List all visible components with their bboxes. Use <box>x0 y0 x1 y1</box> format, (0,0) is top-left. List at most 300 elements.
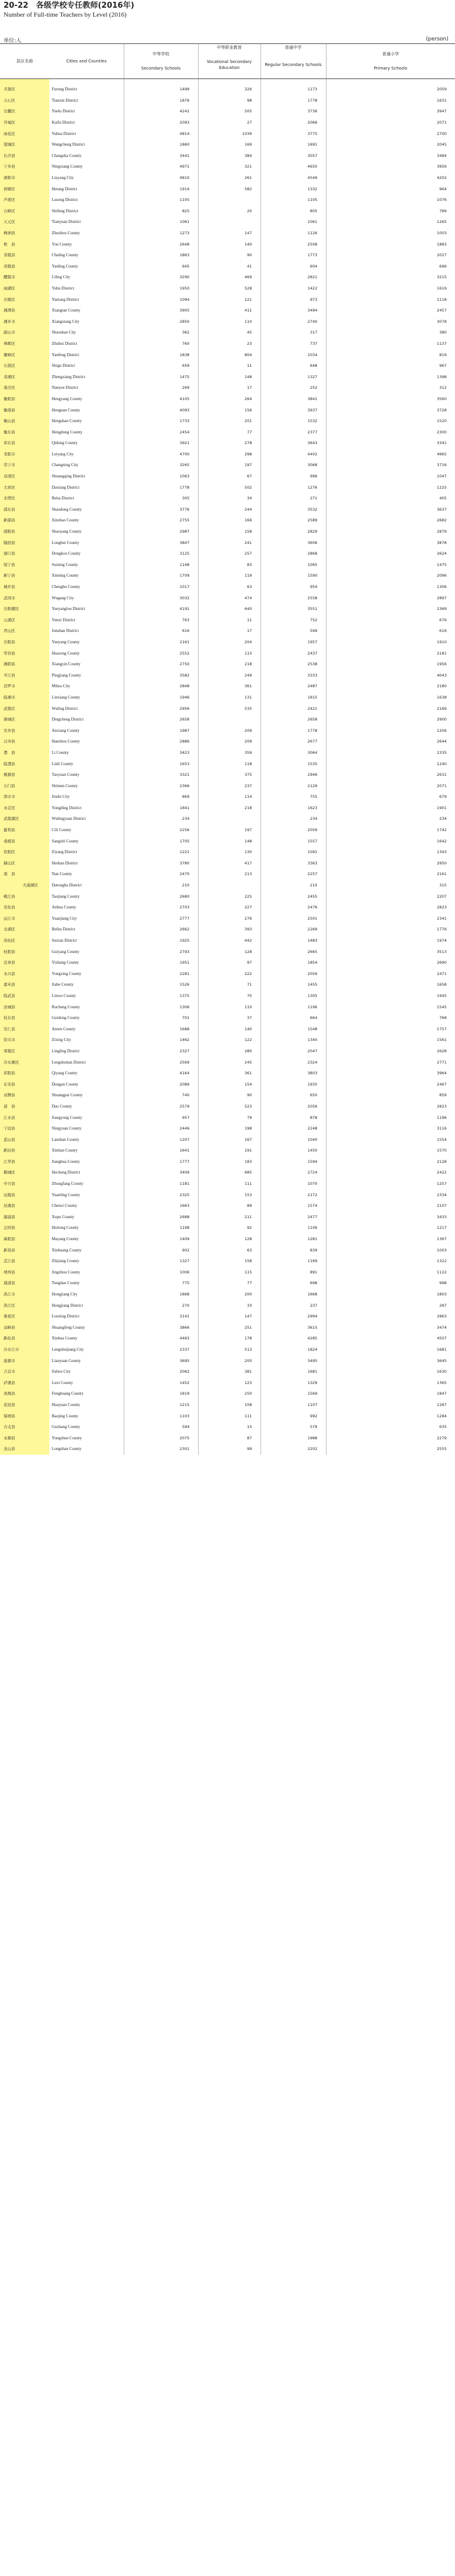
county-name-en: Yuetang District <box>52 297 79 302</box>
vocational-education-value: 131 <box>198 692 261 703</box>
county-name-cn: 古丈县 <box>0 1421 49 1433</box>
vocational-education-value: 359 <box>198 747 261 759</box>
table-row <box>0 1178 455 1190</box>
table-row <box>0 1388 455 1399</box>
county-name-cn: 雨湖区 <box>0 283 49 294</box>
secondary-schools-value: 2648 <box>124 238 198 250</box>
regular-secondary-value: 1126 <box>261 228 326 239</box>
vocational-education-value: 201 <box>198 416 261 427</box>
secondary-schools-value: 305 <box>124 493 198 504</box>
table-row <box>0 482 455 493</box>
county-name-en: Jingzhou County <box>52 1269 80 1275</box>
county-name-en: Furong District <box>52 87 77 92</box>
vocational-education-value: 361 <box>198 1068 261 1079</box>
primary-schools-value: 2334 <box>326 1189 455 1200</box>
vocational-education-value: 183 <box>198 1156 261 1168</box>
table-row <box>0 1200 455 1212</box>
unit-label-cn: 单位:人 <box>4 38 22 44</box>
primary-schools-value: 3964 <box>326 1068 455 1079</box>
table-row <box>0 1222 455 1234</box>
table-row <box>0 382 455 394</box>
secondary-schools-value: 1914 <box>124 183 198 194</box>
table-row <box>0 1078 455 1090</box>
primary-schools-value: 2180 <box>326 681 455 692</box>
county-name-en: Chengbu County <box>52 584 80 590</box>
county-name-en: Linxiang County <box>52 694 80 700</box>
regular-secondary-value: 973 <box>261 294 326 305</box>
regular-secondary-value: 755 <box>261 791 326 803</box>
table-row <box>0 1112 455 1123</box>
primary-schools-value: 1619 <box>326 283 455 294</box>
county-name-en: Lingling District <box>52 1048 80 1053</box>
county-name-cn: 大祥区 <box>0 482 49 493</box>
secondary-schools-value: 4105 <box>124 394 198 405</box>
county-name-en: Taoyuan County <box>52 772 80 778</box>
secondary-schools-value: 616 <box>124 625 198 637</box>
county-name-cn: 常宁市 <box>0 460 49 471</box>
regular-secondary-value: 1778 <box>261 725 326 736</box>
primary-schools-value: 1681 <box>326 1344 455 1355</box>
county-name-cn: 宁乡县 <box>0 161 49 172</box>
table-row <box>0 703 455 714</box>
county-name-en: Cili County <box>52 828 71 833</box>
vocational-education-value: 513 <box>198 1344 261 1355</box>
secondary-schools-value: 763 <box>124 615 198 626</box>
county-name-en: Jianghua County <box>52 1159 80 1164</box>
vocational-education-value: 111 <box>198 1410 261 1421</box>
vocational-education-value: 140 <box>198 238 261 250</box>
vocational-education-value: 77 <box>198 426 261 438</box>
primary-schools-value: 1306 <box>326 581 455 593</box>
vocational-education-value: 218 <box>198 803 261 814</box>
secondary-schools-value: 234 <box>124 813 198 825</box>
primary-schools-value: 2169 <box>326 703 455 714</box>
table-row <box>0 106 455 117</box>
primary-schools-value: 2369 <box>326 603 455 615</box>
primary-schools-value: 3637 <box>326 504 455 515</box>
primary-schools-value: 2071 <box>326 117 455 128</box>
vocational-education-value: 45 <box>198 327 261 338</box>
county-name-cn: 鹤城区 <box>0 1167 49 1178</box>
secondary-schools-value: 1876 <box>124 95 198 106</box>
col-header-regular-en: Regular Secondary Schools <box>261 51 326 79</box>
county-name-en: Shigu District <box>52 363 76 369</box>
county-name-cn: 宜章县 <box>0 957 49 968</box>
vocational-education-value: 502 <box>198 482 261 493</box>
primary-schools-value: 3560 <box>326 394 455 405</box>
primary-schools-value: 3215 <box>326 272 455 283</box>
county-name-cn: 长沙县 <box>0 150 49 162</box>
table-row <box>0 692 455 703</box>
regular-secondary-value: 1065 <box>261 559 326 571</box>
county-name-en: Dingcheng District <box>52 717 84 722</box>
table-row <box>0 714 455 725</box>
vocational-education-value: 111 <box>198 1178 261 1190</box>
table-row <box>0 1377 455 1388</box>
vocational-education-value: 108 <box>198 1399 261 1411</box>
secondary-schools-value: 1409 <box>124 1234 198 1245</box>
county-name-en: Beihu District <box>52 927 76 932</box>
county-name-cn: 南 县 <box>0 869 49 880</box>
table-row <box>0 128 455 139</box>
primary-schools-value: 1956 <box>326 659 455 670</box>
primary-schools-value: 2457 <box>326 305 455 316</box>
county-name-cn: 新田县 <box>0 1145 49 1156</box>
regular-secondary-value: 1327 <box>261 371 326 382</box>
county-name-cn: 麻阳县 <box>0 1234 49 1245</box>
table-row <box>0 957 455 968</box>
secondary-schools-value: 1819 <box>124 1388 198 1399</box>
primary-schools-value: 3341 <box>326 438 455 449</box>
county-name-cn: 北塔区 <box>0 493 49 504</box>
county-name-en: Taojiang County <box>52 894 80 899</box>
regular-secondary-value: 2829 <box>261 526 326 537</box>
regular-secondary-value: 3057 <box>261 150 326 162</box>
table-row <box>0 327 455 338</box>
table-row <box>0 913 455 924</box>
regular-secondary-value: 3615 <box>261 1322 326 1333</box>
secondary-schools-value: 2569 <box>124 1056 198 1068</box>
primary-schools-value: 1225 <box>326 482 455 493</box>
county-name-cn: 湘潭县 <box>0 305 49 316</box>
vocational-education-value <box>198 880 261 891</box>
regular-secondary-value: 2740 <box>261 316 326 327</box>
table-row <box>0 416 455 427</box>
county-name-en: Wuling District <box>52 706 78 711</box>
primary-schools-value: 2045 <box>326 139 455 150</box>
secondary-schools-value: 1061 <box>124 216 198 228</box>
table-row <box>0 139 455 150</box>
county-name-en: Chenxi County <box>52 1203 77 1209</box>
county-name-en: Lengshuitan District <box>52 1059 86 1065</box>
regular-secondary-value: 1105 <box>261 194 326 206</box>
county-name-cn: 开福区 <box>0 117 49 128</box>
county-name-en: Miluo City <box>52 684 70 689</box>
secondary-schools-value: 2680 <box>124 891 198 902</box>
table-row <box>0 979 455 990</box>
county-name-en: Heshan District <box>52 860 78 866</box>
vocational-education-value: 90 <box>198 1090 261 1101</box>
regular-secondary-value: 2677 <box>261 736 326 747</box>
vocational-education-value: 535 <box>198 703 261 714</box>
regular-secondary-value: 2248 <box>261 1123 326 1134</box>
table-row <box>0 194 455 206</box>
secondary-schools-value: 1006 <box>124 1267 198 1278</box>
table-row <box>0 736 455 747</box>
county-name-en: Lianyuan County <box>52 1358 81 1363</box>
county-name-en: Ningxiang County <box>52 164 83 169</box>
regular-secondary-value: 2047 <box>261 1046 326 1057</box>
secondary-schools-value: 869 <box>124 791 198 803</box>
county-name-en: Zhongfang County <box>52 1181 84 1187</box>
county-name-cn: 桑植县 <box>0 835 49 847</box>
secondary-schools-value: 1950 <box>124 283 198 294</box>
county-name-cn: 蓝山县 <box>0 1134 49 1145</box>
county-name-cn: 慈利县 <box>0 825 49 836</box>
primary-schools-value: 2682 <box>326 515 455 526</box>
county-name-en: Longshan County <box>52 1446 81 1452</box>
regular-secondary-value: 2589 <box>261 515 326 526</box>
primary-schools-value: 2161 <box>326 869 455 880</box>
county-name-en: Xinhua County <box>52 1336 77 1341</box>
county-name-en: Wugang City <box>52 595 74 600</box>
secondary-schools-value: 1103 <box>124 1410 198 1421</box>
table-row <box>0 460 455 471</box>
table-row <box>0 1289 455 1300</box>
county-name-en: Yuhu District <box>52 285 74 291</box>
primary-schools-value: 1047 <box>326 471 455 482</box>
regular-secondary-value: 2508 <box>261 238 326 250</box>
primary-schools-value: 2879 <box>326 526 455 537</box>
table-row <box>0 1034 455 1046</box>
table-row <box>0 581 455 593</box>
secondary-schools-value: 1475 <box>124 371 198 382</box>
secondary-schools-value: 1198 <box>124 1222 198 1234</box>
regular-secondary-value: 1535 <box>261 758 326 769</box>
secondary-schools-value: 594 <box>124 1421 198 1433</box>
primary-schools-value: 1658 <box>326 979 455 990</box>
regular-secondary-value: 2129 <box>261 780 326 791</box>
secondary-schools-value: 1663 <box>124 1200 198 1212</box>
table-row <box>0 615 455 626</box>
secondary-schools-value: 1017 <box>124 581 198 593</box>
regular-secondary-value: 4285 <box>261 1333 326 1344</box>
vocational-education-value: 276 <box>198 913 261 924</box>
table-row <box>0 1421 455 1433</box>
vocational-education-value: 326 <box>198 84 261 95</box>
table-row <box>0 84 455 95</box>
vocational-education-value: 237 <box>198 780 261 791</box>
primary-schools-value: 676 <box>326 615 455 626</box>
teachers-table <box>0 43 455 1455</box>
county-name-cn: 岳麓区 <box>0 106 49 117</box>
table-row <box>0 1432 455 1443</box>
table-row <box>0 924 455 935</box>
regular-secondary-value: 2172 <box>261 1189 326 1200</box>
county-name-cn: 资兴市 <box>0 1034 49 1046</box>
primary-schools-value: 679 <box>326 791 455 803</box>
secondary-schools-value: 2688 <box>124 1212 198 1223</box>
primary-schools-value: 234 <box>326 813 455 825</box>
secondary-schools-value: 2075 <box>124 1432 198 1443</box>
county-name-cn: 辰溪县 <box>0 1200 49 1212</box>
secondary-schools-value: 2256 <box>124 825 198 836</box>
vocational-education-value: 154 <box>198 1078 261 1090</box>
primary-schools-value: 2096 <box>326 570 455 581</box>
county-name-cn: 南岳区 <box>0 382 49 394</box>
primary-schools-value: 2027 <box>326 250 455 261</box>
secondary-schools-value: 902 <box>124 1244 198 1256</box>
primary-schools-value: 819 <box>326 349 455 360</box>
regular-secondary-value: 2257 <box>261 869 326 880</box>
primary-schools-value: 1475 <box>326 559 455 571</box>
regular-secondary-value: 891 <box>261 1267 326 1278</box>
county-name-en: Hengdong County <box>52 429 83 435</box>
county-name-en: Yueyang County <box>52 639 80 644</box>
county-name-en: Shaoyang County <box>52 529 81 534</box>
secondary-schools-value: 1709 <box>124 570 198 581</box>
regular-secondary-value: 1815 <box>261 692 326 703</box>
table-row <box>0 150 455 162</box>
primary-schools-value: 3716 <box>326 460 455 471</box>
county-name-en: Jiahe County <box>52 982 74 987</box>
vocational-education-value: 67 <box>198 471 261 482</box>
primary-schools-value: 1137 <box>326 338 455 350</box>
secondary-schools-value: 1688 <box>124 1023 198 1034</box>
regular-secondary-value: 1340 <box>261 1034 326 1046</box>
primary-schools-value: 4043 <box>326 669 455 681</box>
county-name-en: Changsha County <box>52 153 81 158</box>
primary-schools-value: 1118 <box>326 294 455 305</box>
secondary-schools-value: 2062 <box>124 1366 198 1377</box>
county-name-en: Wangcheng District <box>52 142 85 147</box>
table-row <box>0 1212 455 1223</box>
vocational-education-value: 98 <box>198 95 261 106</box>
county-name-cn: 双牌县 <box>0 1090 49 1101</box>
primary-schools-value: 3078 <box>326 316 455 327</box>
county-name-en: Hetang District <box>52 186 77 191</box>
regular-secondary-value: 3803 <box>261 1068 326 1079</box>
table-header <box>4 1 450 19</box>
county-name-cn: 苏仙区 <box>0 935 49 946</box>
primary-schools-value: 998 <box>326 1278 455 1289</box>
county-name-cn: 芦淞区 <box>0 194 49 206</box>
primary-schools-value: 2335 <box>326 747 455 759</box>
table-title-en: Number of Full-time Teachers by Level (2016) <box>4 11 127 18</box>
county-name-en: Xinshao County <box>52 518 79 523</box>
secondary-schools-value: 210 <box>124 880 198 891</box>
regular-secondary-value: 698 <box>261 1278 326 1289</box>
county-name-cn: 邵阳县 <box>0 526 49 537</box>
county-name-cn: 天元区 <box>0 216 49 228</box>
vocational-education-value: 83 <box>198 559 261 571</box>
county-name-cn: 新邵县 <box>0 515 49 526</box>
secondary-schools-value: 4191 <box>124 603 198 615</box>
vocational-education-value: 249 <box>198 669 261 681</box>
primary-schools-value: 1003 <box>326 1244 455 1256</box>
col-header-county-en: Cities and Counties <box>49 44 124 79</box>
regular-secondary-value: 1455 <box>261 979 326 990</box>
vocational-education-value: 280 <box>198 1046 261 1057</box>
regular-secondary-value: 1422 <box>261 283 326 294</box>
secondary-schools-value: 1641 <box>124 1145 198 1156</box>
county-name-cn: 华容县 <box>0 647 49 659</box>
vocational-education-value: 79 <box>198 1112 261 1123</box>
secondary-schools-value: 2089 <box>124 1078 198 1090</box>
vocational-education-value: 11 <box>198 360 261 372</box>
vocational-education-value: 89 <box>198 1200 261 1212</box>
secondary-schools-value: 1863 <box>124 250 198 261</box>
secondary-schools-value: 1778 <box>124 482 198 493</box>
county-name-en: Luxi County <box>52 1380 73 1385</box>
secondary-schools-value: 2658 <box>124 714 198 725</box>
vocational-education-value: 361 <box>198 681 261 692</box>
secondary-schools-value: 2850 <box>124 316 198 327</box>
table-row <box>0 835 455 847</box>
secondary-schools-value: 1215 <box>124 1399 198 1411</box>
vocational-education-value: 213 <box>198 869 261 880</box>
table-row <box>0 869 455 880</box>
county-name-en: Hengnan County <box>52 407 80 413</box>
primary-schools-value: 789 <box>326 206 455 217</box>
primary-schools-value: 1545 <box>326 1001 455 1012</box>
county-name-cn: 攸 县 <box>0 238 49 250</box>
primary-schools-value: 967 <box>326 360 455 372</box>
primary-schools-value: 2071 <box>326 780 455 791</box>
regular-secondary-value: 317 <box>261 327 326 338</box>
county-name-cn: 湘乡市 <box>0 316 49 327</box>
table-row <box>0 1443 455 1455</box>
regular-secondary-value: 1107 <box>261 1399 326 1411</box>
primary-schools-value: 1003 <box>326 228 455 239</box>
vocational-education-value: 148 <box>198 371 261 382</box>
secondary-schools-value: 269 <box>124 382 198 394</box>
table-row <box>0 206 455 217</box>
table-row <box>0 1145 455 1156</box>
county-name-en: Huarong County <box>52 650 80 656</box>
county-name-cn: 临武县 <box>0 990 49 1002</box>
regular-secondary-value: 2946 <box>261 769 326 781</box>
secondary-schools-value: 4241 <box>124 106 198 117</box>
county-name-cn: 双清区 <box>0 471 49 482</box>
county-name-en: Xintian County <box>52 1148 78 1153</box>
table-row <box>0 758 455 769</box>
table-row <box>0 216 455 228</box>
vocational-education-value: 169 <box>198 139 261 150</box>
table-row <box>0 1311 455 1322</box>
regular-secondary-value: 664 <box>261 1012 326 1024</box>
county-name-cn: 泸溪县 <box>0 1377 49 1388</box>
vocational-education-value: 71 <box>198 979 261 990</box>
vocational-education-value: 27 <box>198 117 261 128</box>
primary-schools-value: 2823 <box>326 1101 455 1112</box>
regular-secondary-value: 1681 <box>261 1366 326 1377</box>
regular-secondary-value: 752 <box>261 615 326 626</box>
regular-secondary-value: 1196 <box>261 1001 326 1012</box>
county-name-cn: 洪江区 <box>0 1300 49 1311</box>
county-name-cn: 衡东县 <box>0 426 49 438</box>
vocational-education-value: 381 <box>198 1366 261 1377</box>
vocational-education-value: 17 <box>198 625 261 637</box>
vocational-education-value: 321 <box>198 161 261 172</box>
secondary-schools-value: 2325 <box>124 1189 198 1200</box>
table-row <box>0 438 455 449</box>
secondary-schools-value: 3866 <box>124 1322 198 1333</box>
vocational-education-value: 63 <box>198 1244 261 1256</box>
county-name-en: Shaoshan City <box>52 330 76 335</box>
vocational-education-value: 118 <box>198 758 261 769</box>
table-row <box>0 847 455 858</box>
regular-secondary-value: 2994 <box>261 1311 326 1322</box>
county-name-en: Dao County <box>52 1103 73 1109</box>
secondary-schools-value: 2703 <box>124 902 198 913</box>
vocational-education-value: 222 <box>198 968 261 980</box>
county-name-en: Nan County <box>52 872 73 877</box>
secondary-schools-value: 1105 <box>124 194 198 206</box>
table-row <box>0 935 455 946</box>
vocational-education-value: 250 <box>198 1388 261 1399</box>
table-row <box>0 294 455 305</box>
table-row <box>0 172 455 184</box>
county-name-cn: 石门县 <box>0 780 49 791</box>
primary-schools-value: 2950 <box>326 858 455 869</box>
regular-secondary-value: 3363 <box>261 858 326 869</box>
county-name-cn: 武陵源区 <box>0 813 49 825</box>
table-row <box>0 559 455 571</box>
table-row <box>0 1344 455 1355</box>
regular-secondary-value: 1070 <box>261 1178 326 1190</box>
regular-secondary-value: 3494 <box>261 305 326 316</box>
